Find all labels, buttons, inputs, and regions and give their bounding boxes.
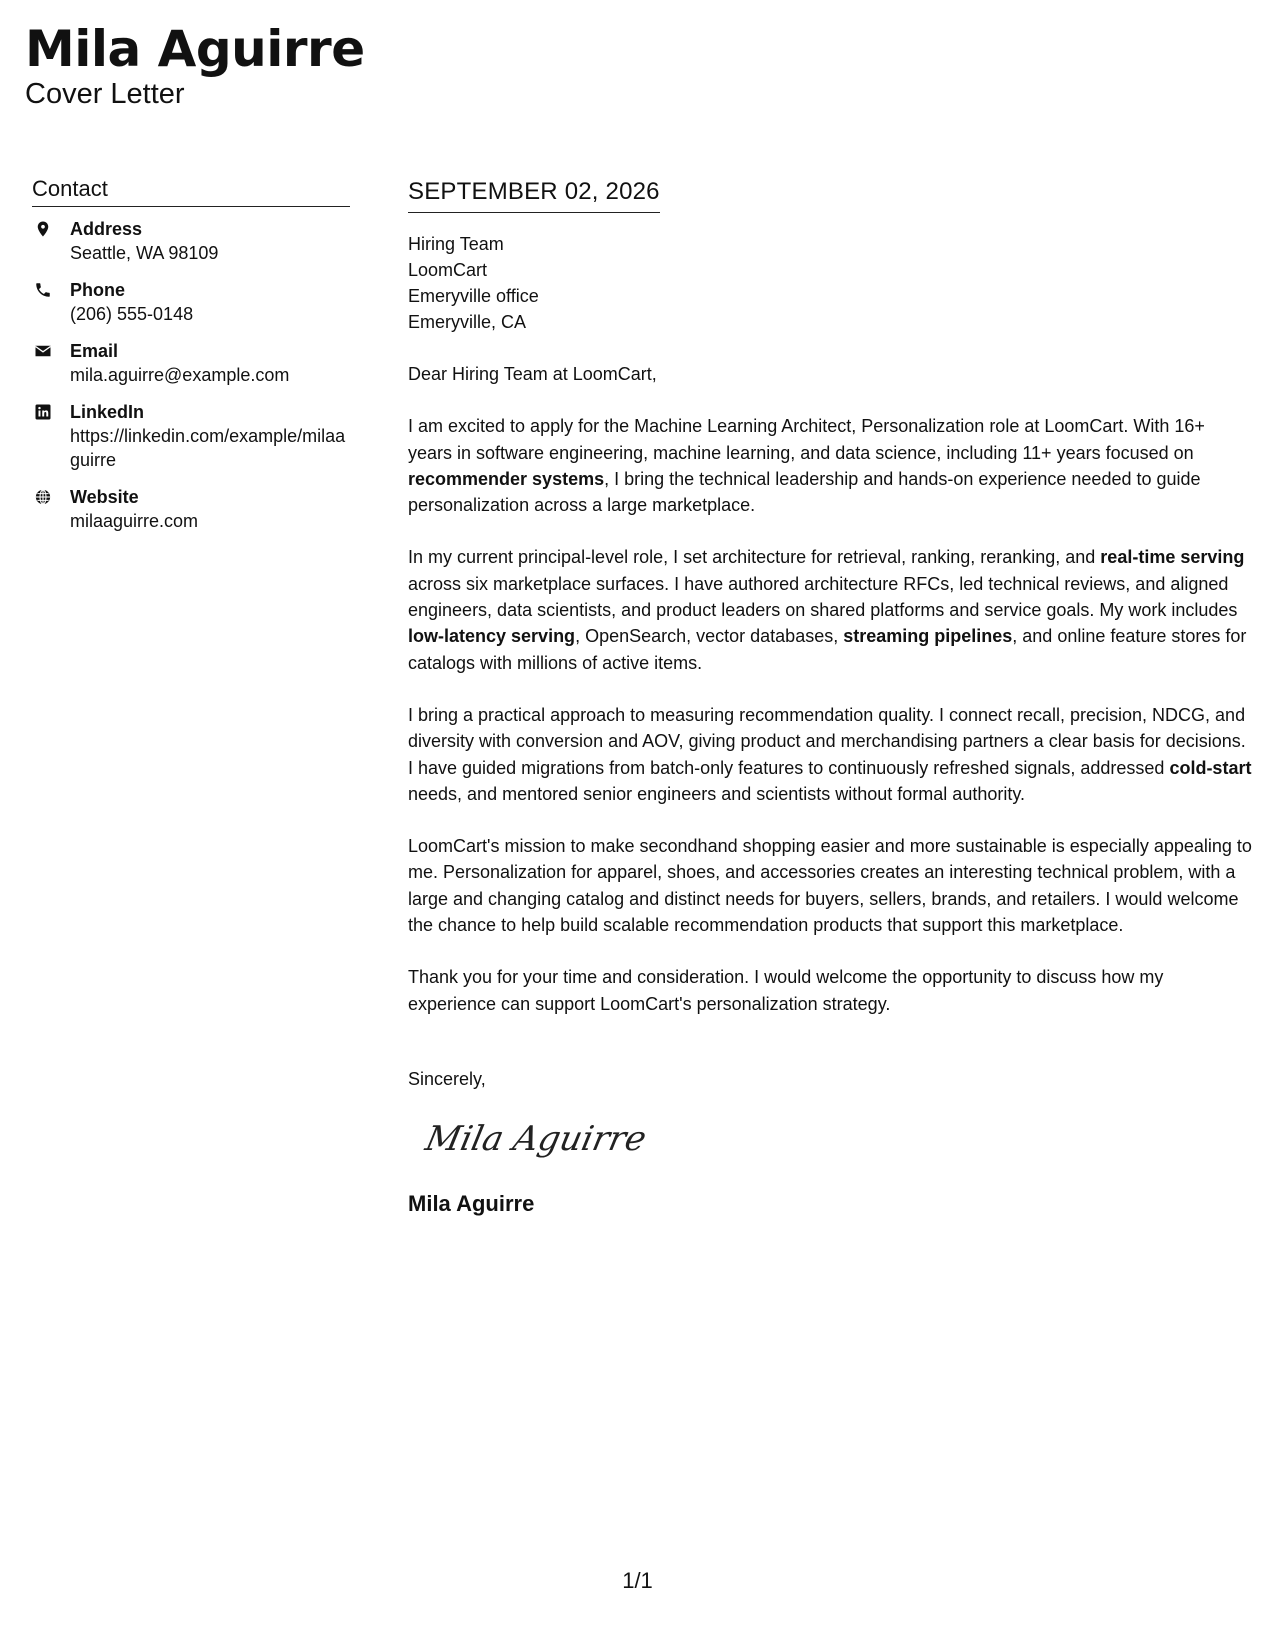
contact-heading: Contact <box>32 176 350 207</box>
email-link[interactable]: mila.aguirre@example.com <box>70 365 290 385</box>
contact-item-email <box>32 339 350 387</box>
signature-image <box>422 1112 652 1164</box>
applicant-name: Mila Aguirre <box>25 20 365 78</box>
letter-body <box>408 178 1253 1217</box>
letter-paragraph <box>408 702 1253 807</box>
contact-label: LinkedIn <box>70 402 145 422</box>
emphasis-text: recommender systems <box>408 468 605 489</box>
letter-paragraph <box>408 413 1253 518</box>
page-number: 1/1 <box>622 1568 653 1593</box>
address-value: Seattle, WA 98109 <box>70 243 219 263</box>
paragraph-text: Thank you for your time and consideration. I would welcome the opportunity to discuss how my experience can support LoomCart's personalization strategy. <box>408 967 1164 1014</box>
paragraph-text: across six marketplace surfaces. I have authored architecture RFCs, led technical reviews, and aligned engineers, data scientists, and product leaders on shared platforms and service goals. My work includes <box>408 573 1238 621</box>
contact-item-address <box>32 217 350 265</box>
contact-label: Phone <box>70 280 126 300</box>
recipient-line: Emeryville, CA <box>408 312 527 332</box>
paragraph-text: needs, and mentored senior engineers and scientists without formal authority. <box>408 783 1026 804</box>
svg-text:Mila Aguirre: Mila Aguirre <box>422 1119 650 1159</box>
recipient-block <box>408 231 1253 335</box>
contact-item-phone <box>32 278 350 326</box>
map-pin-icon <box>32 218 54 240</box>
recipient-line: Emeryville office <box>408 286 539 306</box>
document-subtitle: Cover Letter <box>25 78 185 110</box>
salutation: Dear Hiring Team at LoomCart, <box>408 364 657 384</box>
paragraph-text: , and online feature stores for catalogs with millions of active items. <box>408 626 1247 673</box>
letter-paragraph <box>408 833 1253 938</box>
paragraph-text: In my current principal-level role, I set architecture for retrieval, ranking, reranking, and <box>408 547 1101 568</box>
signer-name: Mila Aguirre <box>408 1190 535 1216</box>
paragraph-text: I am excited to apply for the Machine Learning Architect, Personalization role at LoomCart. With 16+ years in software engineering, machine learning, and data science, including 11+ years focused on <box>408 416 1205 463</box>
paragraph-text: LoomCart's mission to make secondhand shopping easier and more sustainable is especially appealing to me. Personalization for apparel, shoes, and accessories creates an interesting technical problem, with a large and changing catalog and distinct needs for buyers, sellers, brands, and retailers. I would welcome the chance to help build scalable recommendation products that support this marketplace. <box>408 836 1252 936</box>
letter-date: SEPTEMBER 02, 2026 <box>408 178 660 205</box>
website-link[interactable]: milaaguirre.com <box>70 511 199 531</box>
contact-item-website <box>32 485 350 533</box>
letter-date-block <box>408 178 660 213</box>
paragraph-text: , OpenSearch, vector databases, <box>575 626 844 647</box>
emphasis-text: streaming pipelines <box>843 626 1013 647</box>
emphasis-text: low-latency serving <box>408 626 576 647</box>
linkedin-link[interactable]: https://linkedin.com/example/milaaguirre <box>70 426 346 470</box>
contact-item-linkedin <box>32 400 350 472</box>
letter-paragraph <box>408 964 1253 1017</box>
paragraph-text: I bring a practical approach to measuring recommendation quality. I connect recall, precision, NDCG, and diversity with conversion and AOV, giving product and merchandising partners a clear basis for decisions. I have guided migrations from batch-only features to continuously refreshed signals, addressed <box>408 704 1246 778</box>
contact-label: Website <box>70 487 139 507</box>
contact-sidebar <box>32 176 350 546</box>
phone-value: (206) 555-0148 <box>70 304 194 324</box>
emphasis-text: cold-start <box>1169 757 1252 778</box>
contact-label: Email <box>70 341 119 361</box>
letter-header <box>25 22 365 111</box>
envelope-icon <box>32 340 54 362</box>
emphasis-text: real-time serving <box>1100 547 1245 568</box>
recipient-line: LoomCart <box>408 260 488 280</box>
contact-label: Address <box>70 219 143 239</box>
recipient-line: Hiring Team <box>408 234 504 254</box>
linkedin-icon <box>32 401 54 423</box>
phone-icon <box>32 279 54 301</box>
letter-paragraph <box>408 544 1253 675</box>
signoff: Sincerely, <box>408 1068 486 1089</box>
globe-icon <box>32 486 54 508</box>
letter-paragraphs <box>408 413 1253 1017</box>
paragraph-text: , I bring the technical leadership and hands-on experience needed to guide personalization across a large marketplace. <box>408 468 1201 516</box>
